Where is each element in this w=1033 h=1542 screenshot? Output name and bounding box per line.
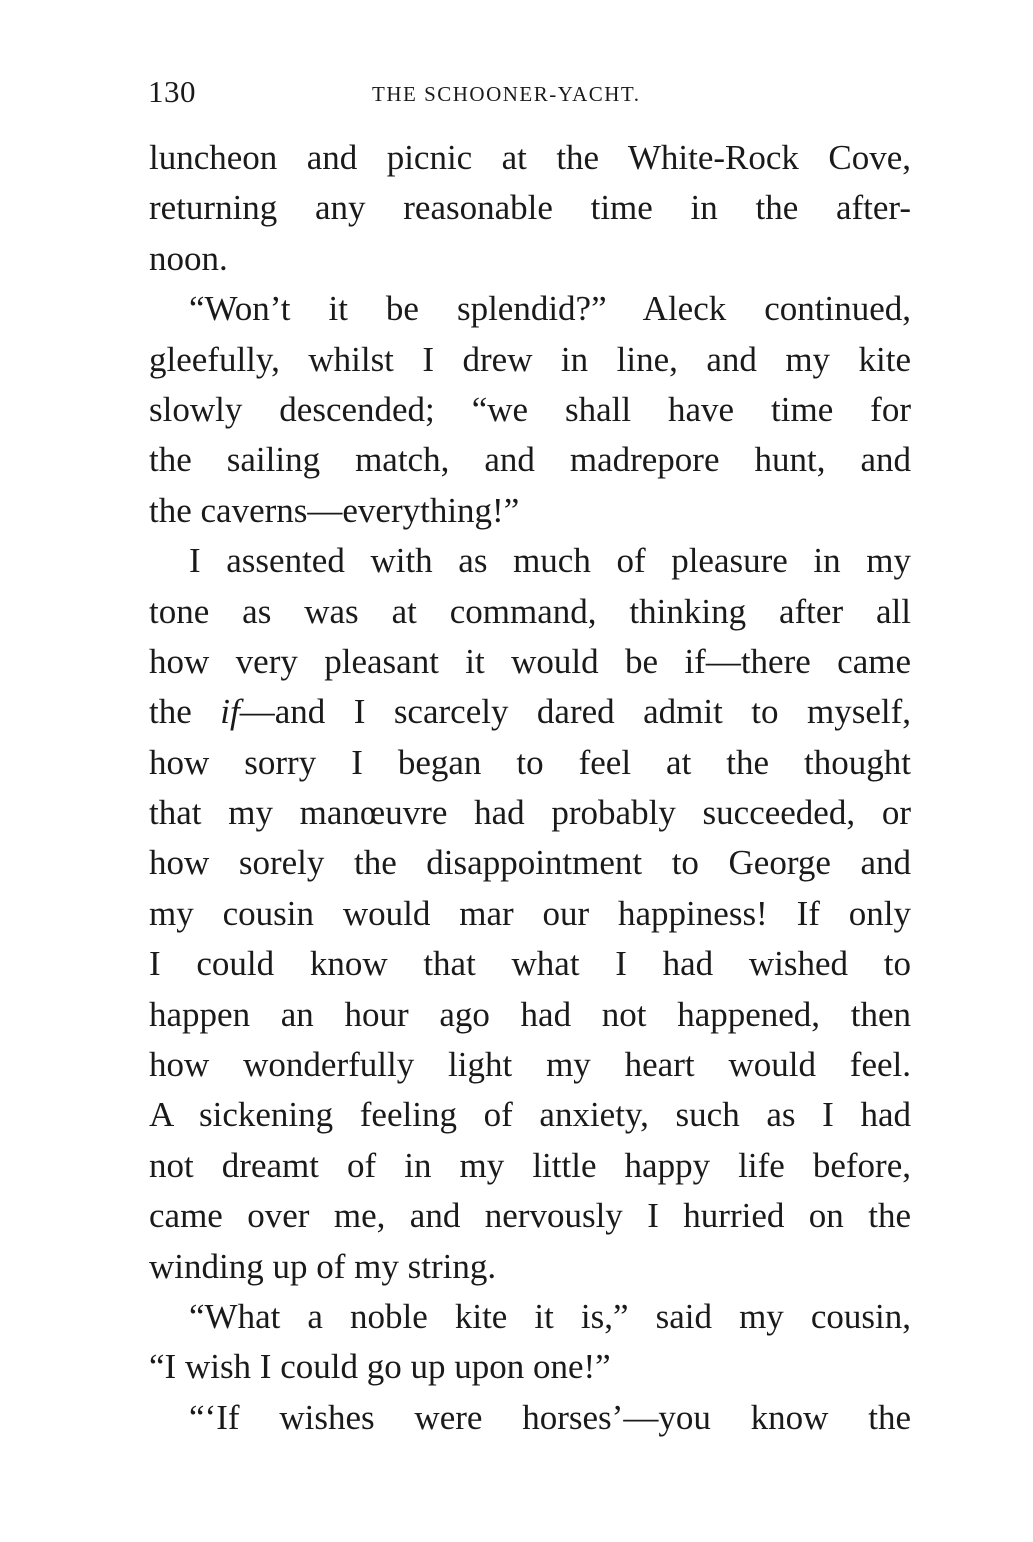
body-text: [149, 133, 911, 1443]
text-line: came over me, and nervously I hurried on the: [149, 1196, 911, 1236]
text-line: noon.: [149, 238, 228, 278]
text-line: I could know that what I had wished to: [149, 944, 911, 984]
text-line: returning any reasonable time in the after-: [149, 188, 911, 228]
text-line: “What a noble kite it is,” said my cousin,: [189, 1296, 911, 1336]
text-line: how very pleasant it would be if—there came: [149, 641, 911, 681]
text-line: gleefully, whilst I drew in line, and my kite: [149, 339, 911, 379]
text-line: luncheon and picnic at the White-Rock Cove,: [149, 138, 911, 177]
page-number: 130: [148, 74, 196, 109]
text-line: how sorely the disappointment to George and: [149, 843, 911, 883]
running-head: THE SCHOONER-YACHT.: [372, 82, 641, 106]
text-line: slowly descended; “we shall have time for: [149, 389, 911, 429]
text-line: the sailing match, and madrepore hunt, and: [149, 440, 911, 480]
text-line: I assented with as much of pleasure in my: [189, 541, 911, 581]
text-line: [149, 687, 911, 737]
text-line: happen an hour ago had not happened, then: [149, 994, 911, 1034]
text-line: how sorry I began to feel at the thought: [149, 742, 911, 782]
text-line: A sickening feeling of anxiety, such as I had: [149, 1095, 911, 1135]
page-header: [148, 74, 910, 114]
text-fragment: the: [149, 692, 221, 732]
text-line: “‘If wishes were horses’—you know the: [189, 1397, 911, 1437]
text-line: my cousin would mar our happiness! If only: [149, 893, 911, 933]
text-line: winding up of my string.: [149, 1246, 497, 1286]
italic-if: if: [220, 692, 240, 732]
text-fragment: —and I scarcely dared admit to myself,: [239, 692, 911, 732]
text-line: “I wish I could go up upon one!”: [149, 1347, 611, 1387]
text-line: that my manœuvre had probably succeeded, or: [149, 793, 911, 833]
text-line: not dreamt of in my little happy life before,: [149, 1145, 911, 1185]
text-line: how wonderfully light my heart would feel.: [149, 1045, 911, 1085]
text-line: “Won’t it be splendid?” Aleck continued,: [189, 289, 911, 329]
text-line: tone as was at command, thinking after all: [149, 591, 911, 631]
text-line: the caverns—everything!”: [149, 490, 520, 530]
